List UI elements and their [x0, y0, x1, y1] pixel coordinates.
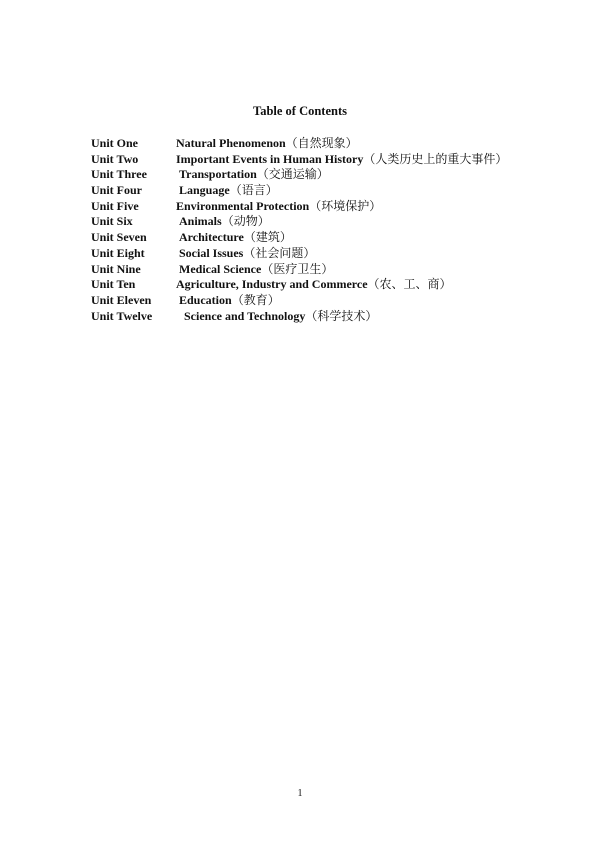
unit-label: Unit Seven — [91, 230, 147, 245]
unit-topic-zh: （自然现象） — [285, 136, 358, 150]
unit-topic-zh: （农、工、商） — [367, 277, 452, 292]
unit-label: Unit Eight — [91, 245, 145, 260]
unit-topic — [179, 230, 292, 246]
unit-topic-zh: （医疗卫生） — [261, 261, 334, 276]
unit-topic — [179, 262, 333, 278]
page-title: Table of Contents — [253, 104, 347, 118]
unit-topic-zh: （科学技术） — [305, 308, 378, 323]
unit-topic-zh: （环境保护） — [309, 198, 382, 213]
unit-topic-en: Language — [179, 183, 230, 198]
unit-label: Unit Nine — [91, 261, 141, 276]
unit-topic — [179, 246, 315, 262]
unit-topic-zh: （动物） — [221, 214, 270, 229]
unit-topic-zh: （语言） — [229, 183, 278, 198]
unit-topic-en: Animals — [179, 214, 222, 229]
unit-topic-zh: （教育） — [231, 292, 280, 307]
unit-label: Unit Ten — [91, 277, 136, 292]
unit-topic-en: Architecture — [179, 230, 244, 245]
unit-topic — [176, 277, 452, 293]
unit-topic — [176, 136, 358, 152]
unit-topic — [179, 183, 278, 199]
unit-topic — [176, 152, 507, 168]
unit-label: Unit Five — [91, 198, 139, 213]
unit-topic-en: Transportation — [179, 167, 257, 182]
unit-label: Unit Four — [91, 183, 142, 198]
unit-label: Unit Three — [91, 167, 147, 182]
unit-label: Unit Twelve — [91, 308, 153, 323]
unit-topic-en: Natural Phenomenon — [176, 136, 286, 150]
unit-topic-en: Education — [179, 292, 232, 307]
unit-label: Unit One — [91, 136, 139, 150]
unit-topic — [179, 214, 270, 230]
unit-topic-en: Science and Technology — [184, 308, 306, 323]
unit-label: Unit Two — [91, 151, 139, 166]
unit-topic-zh: （人类历史上的重大事件） — [363, 151, 508, 166]
unit-topic-en: Important Events in Human History — [176, 151, 364, 166]
unit-topic-en: Environmental Protection — [176, 198, 310, 213]
unit-label: Unit Six — [91, 214, 133, 229]
unit-topic-en: Agriculture, Industry and Commerce — [176, 277, 368, 292]
unit-topic-zh: （社会问题） — [243, 245, 316, 260]
unit-topic-zh: （交通运输） — [256, 167, 329, 182]
unit-topic — [184, 309, 377, 325]
unit-topic-zh: （建筑） — [243, 230, 292, 245]
page-number: 1 — [297, 788, 303, 799]
unit-topic-en: Social Issues — [179, 245, 244, 260]
unit-topic-en: Medical Science — [179, 261, 262, 276]
unit-label: Unit Eleven — [91, 292, 152, 307]
unit-topic — [176, 199, 381, 215]
unit-topic — [179, 167, 329, 183]
unit-topic — [179, 293, 280, 309]
